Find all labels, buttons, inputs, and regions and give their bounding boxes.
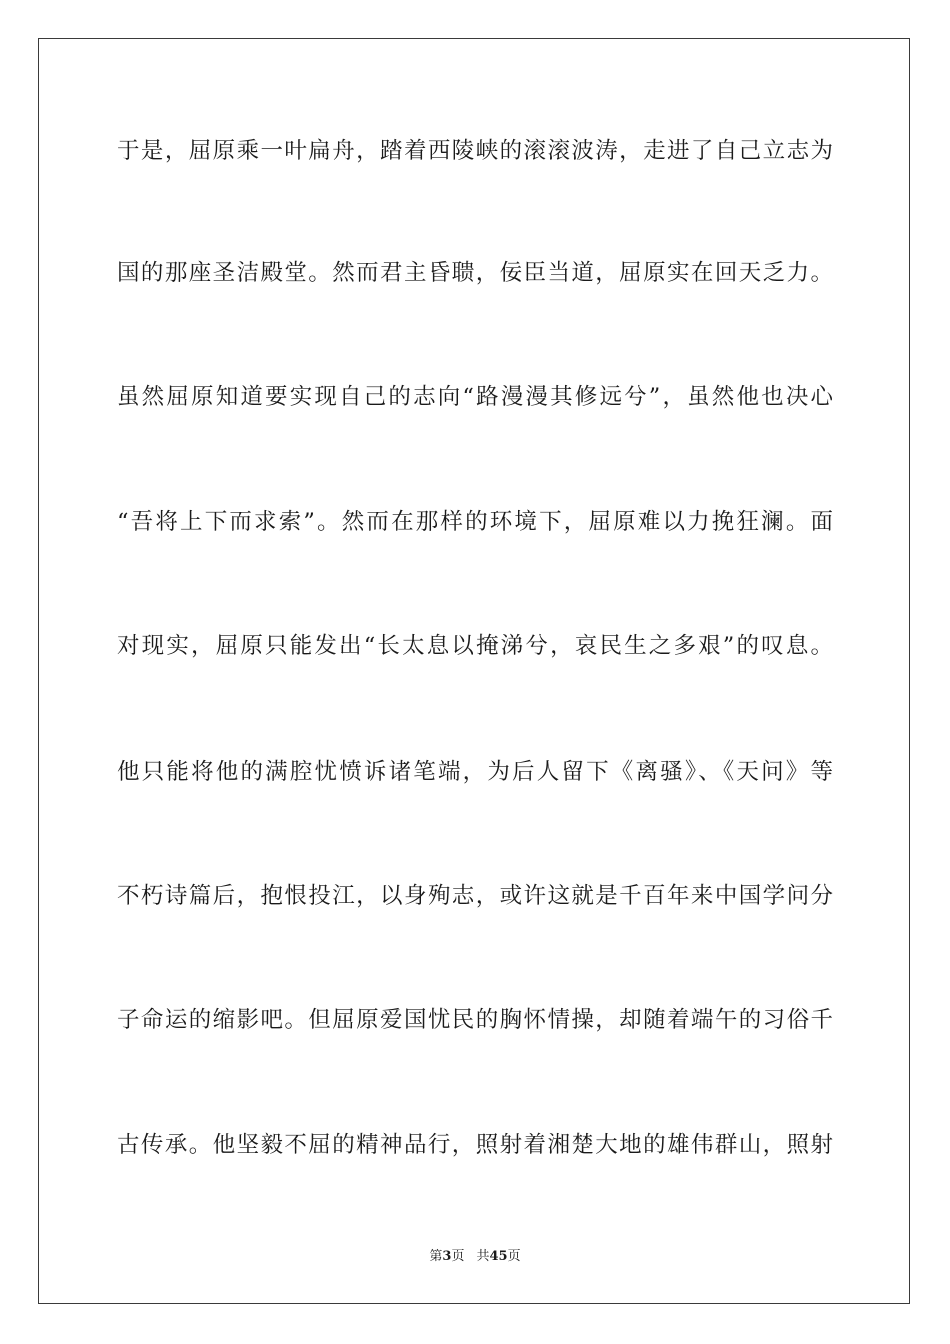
body-line-1: 于是，屈原乘一叶扁舟，踏着西陵峡的滚滚波涛，走进了自己立志为 (117, 138, 833, 164)
footer-total-pages: 45 (489, 1249, 508, 1264)
footer-page-number: 3 (442, 1249, 452, 1264)
body-line-8: 子命运的缩影吧。但屈原爱国忧民的胸怀情操，却随着端午的习俗千 (117, 1007, 833, 1033)
body-line-6: 他只能将他的满腔忧愤诉诸笔端，为后人留下《离骚》、《天问》等 (117, 759, 833, 785)
body-line-9: 古传承。他坚毅不屈的精神品行，照射着湘楚大地的雄伟群山，照射 (117, 1132, 833, 1158)
body-line-2: 国的那座圣洁殿堂。然而君主昏聩，佞臣当道，屈原实在回天乏力。 (117, 260, 833, 286)
body-line-7: 不朽诗篇后，抱恨投江，以身殉志，或许这就是千百年来中国学问分 (117, 883, 833, 909)
body-line-4: “吾将上下而求索”。然而在那样的环境下，屈原难以力挽狂澜。面 (117, 509, 833, 535)
body-line-3: 虽然屈原知道要实现自己的志向“路漫漫其修远兮”，虽然他也决心 (117, 384, 833, 410)
page-footer (0, 1248, 950, 1266)
footer-page-suffix: 页 (451, 1249, 465, 1264)
body-line-5: 对现实，屈原只能发出“长太息以掩涕兮，哀民生之多艰”的叹息。 (117, 633, 833, 659)
footer-total-suffix: 页 (507, 1249, 521, 1264)
page-border (38, 38, 910, 1304)
footer-total-prefix: 共 (476, 1249, 490, 1264)
footer-prefix: 第 (429, 1249, 443, 1264)
